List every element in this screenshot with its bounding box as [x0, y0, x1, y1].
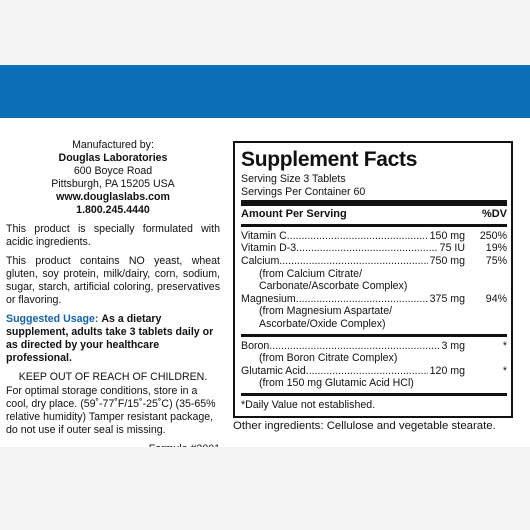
- nutrient-dv: *: [502, 364, 507, 377]
- facts-header-row: [241, 208, 507, 221]
- leader-dots: [296, 242, 438, 254]
- nutrient-row: [241, 293, 507, 306]
- nutrient-amount: 75 IU: [439, 242, 465, 255]
- nutrient-name: Vitamin D-3: [241, 242, 297, 255]
- leader-dots: [287, 230, 428, 242]
- nutrient-source: Ascorbate/Oxide Complex): [259, 317, 386, 330]
- nutrient-dv: 250%: [479, 229, 507, 242]
- nutrient-row: [241, 230, 507, 243]
- nutrient-dv: 19%: [485, 242, 507, 255]
- medium-divider: [241, 334, 507, 337]
- nutrient-amount: 3 mg: [441, 339, 465, 352]
- nutrient-dv: 75%: [485, 254, 507, 267]
- suggested-usage: [6, 313, 220, 365]
- nutrient-row: [241, 242, 507, 255]
- top-gray-band: [0, 0, 530, 65]
- medium-divider: [241, 224, 507, 227]
- nutrient-amount: 750 mg: [429, 254, 465, 267]
- supplement-facts-panel: [233, 141, 513, 418]
- manufactured-by-label: Manufactured by:: [72, 139, 154, 151]
- leader-dots: [306, 365, 428, 377]
- nutrient-row: [241, 340, 507, 353]
- leader-dots: [269, 340, 439, 352]
- amount-per-serving-header: Amount Per Serving: [241, 208, 347, 221]
- keep-out-warning: KEEP OUT OF REACH OF CHILDREN.: [18, 371, 208, 383]
- serving-size: Serving Size 3 Tablets: [241, 173, 346, 185]
- formulated-note: This product is specially formulated with acidic ingredients.: [6, 223, 220, 248]
- contains-no-note: This product contains NO yeast, wheat gluten, soy protein, milk/dairy, corn, sodium, sugar, starch, artificial coloring, preservatives or flavoring.: [6, 255, 220, 306]
- dv-header: %DV: [481, 208, 507, 221]
- blue-header-band: [0, 65, 530, 118]
- nutrient-dv: *: [502, 339, 507, 352]
- nutrient-amount: 375 mg: [429, 292, 465, 305]
- suggested-usage-label: Suggested Usage:: [6, 313, 99, 325]
- nutrient-source: Carbonate/Ascorbate Complex): [259, 280, 408, 293]
- leader-dots: [296, 293, 428, 305]
- bottom-gray-band: [0, 447, 530, 530]
- nutrient-name: Magnesium: [241, 292, 296, 305]
- company-name: Douglas Laboratories: [58, 152, 168, 164]
- address-line-2: Pittsburgh, PA 15205 USA: [51, 178, 175, 190]
- nutrient-name: Boron: [241, 339, 270, 352]
- medium-divider: [241, 393, 507, 396]
- nutrient-name: Calcium: [241, 254, 280, 267]
- nutrient-name: Glutamic Acid: [241, 364, 306, 377]
- nutrient-source: (from Calcium Citrate/: [259, 267, 363, 280]
- facts-title: Supplement Facts: [241, 148, 418, 171]
- thick-divider: [241, 200, 507, 206]
- nutrient-row: [241, 365, 507, 378]
- nutrient-row: [241, 255, 507, 268]
- nutrient-amount: 120 mg: [429, 364, 465, 377]
- other-ingredients: Other ingredients: Cellulose and vegetable stearate.: [233, 420, 496, 432]
- servings-per-container: Servings Per Container 60: [241, 185, 366, 198]
- phone-number: 1.800.245.4440: [76, 204, 150, 216]
- website: www.douglaslabs.com: [56, 191, 170, 203]
- leader-dots: [279, 255, 427, 267]
- daily-value-footnote: *Daily Value not established.: [241, 398, 376, 411]
- nutrient-amount: 150 mg: [429, 229, 465, 242]
- nutrient-source: (from Boron Citrate Complex): [259, 352, 398, 365]
- manufacturer-block: [6, 139, 220, 217]
- suggested-usage-text: As a dietary supplement, adults take 3 tablets daily or as directed by your healthcare professional.: [6, 313, 214, 364]
- nutrient-dv: 94%: [485, 292, 507, 305]
- address-line-1: 600 Boyce Road: [73, 165, 153, 177]
- nutrient-source: (from 150 mg Glutamic Acid HCl): [259, 377, 414, 390]
- nutrient-source: (from Magnesium Aspartate/: [259, 305, 393, 318]
- storage-note: For optimal storage conditions, store in a cool, dry place. (59˚-77˚F/15˚-25˚C) (35-65% relative humidity) Tamper resistant package, do not use if outer seal is missing.: [6, 385, 216, 436]
- nutrient-name: Vitamin C: [241, 229, 287, 242]
- label-left-column: [6, 139, 220, 456]
